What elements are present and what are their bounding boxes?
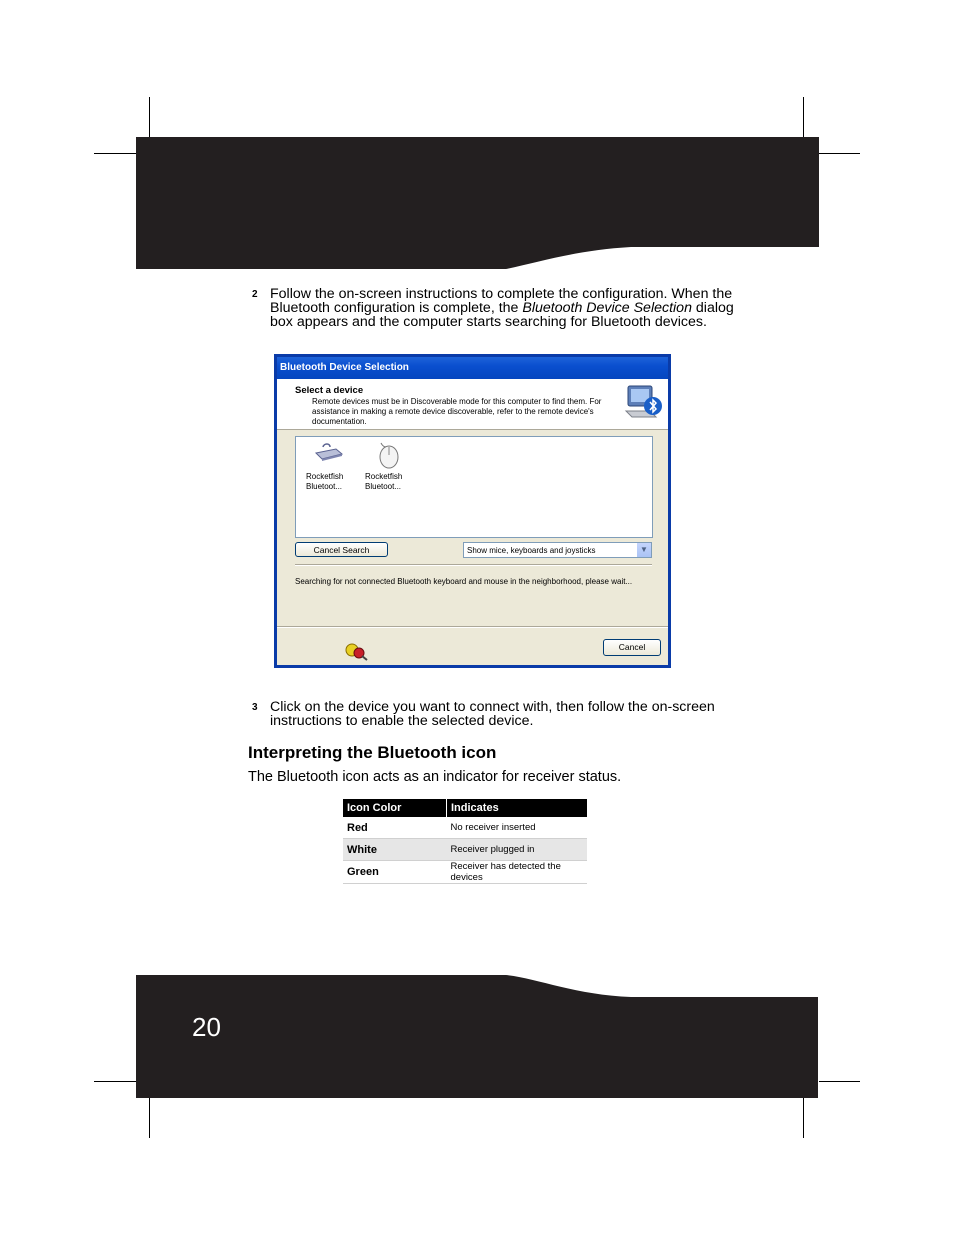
indicates-cell: No receiver inserted xyxy=(447,817,588,839)
column-header: Icon Color xyxy=(343,799,447,817)
divider xyxy=(277,626,668,628)
table-header-row xyxy=(343,799,587,817)
indicates-cell: Receiver plugged in xyxy=(447,839,588,861)
device-item[interactable]: Rocketfish Bluetoot... xyxy=(365,441,415,492)
section-lead: The Bluetooth icon acts as an indicator for receiver status. xyxy=(248,769,622,785)
header-band xyxy=(136,137,819,269)
table-row xyxy=(343,861,587,884)
table-row xyxy=(343,839,587,861)
step-text: Follow the on-screen instructions to complete the configuration. When the Bluetooth configuration is complete, the Bluetooth Device Selection dialog box appears and the computer starts searching for Bluetooth devices. xyxy=(270,286,734,330)
search-status-text: Searching for not connected Bluetooth keyboard and mouse in the neighborhood, please wait... xyxy=(295,577,633,586)
crop-mark xyxy=(149,1097,150,1138)
dialog-name-emphasis: Bluetooth Device Selection xyxy=(522,300,692,316)
step-text: Click on the device you want to connect with, then follow the on-screen instructions to enable the selected device. xyxy=(270,699,715,729)
step-number: 3 xyxy=(252,702,258,713)
page-number: 20 xyxy=(192,1012,221,1042)
crop-mark xyxy=(803,97,804,138)
icon-color-table xyxy=(343,799,587,884)
divider xyxy=(295,564,652,566)
crop-mark xyxy=(94,153,136,154)
cancel-button[interactable]: Cancel xyxy=(603,639,661,656)
icon-color-cell: White xyxy=(343,839,447,861)
crop-mark xyxy=(149,97,150,138)
column-header: Indicates xyxy=(447,799,588,817)
icon-color-cell: Red xyxy=(343,817,447,839)
device-filter-select[interactable]: Show mice, keyboards and joysticks ▼ xyxy=(463,542,652,558)
mouse-device-icon xyxy=(371,441,403,469)
keyboard-device-icon xyxy=(312,441,344,469)
icon-color-cell: Green xyxy=(343,861,447,884)
table-row xyxy=(343,817,587,839)
section-heading: Interpreting the Bluetooth icon xyxy=(248,743,497,762)
step-number: 2 xyxy=(252,289,258,300)
cancel-search-button[interactable]: Cancel Search xyxy=(295,542,388,557)
dialog-heading: Select a device xyxy=(295,385,364,396)
crop-mark xyxy=(94,1081,136,1082)
device-item[interactable]: Rocketfish Bluetoot... xyxy=(306,441,356,492)
footer-band xyxy=(136,975,819,1098)
crop-mark xyxy=(819,1081,860,1082)
indicates-cell: Receiver has detected the devices xyxy=(447,861,588,884)
dialog-title-bar: Bluetooth Device Selection xyxy=(277,357,668,379)
crop-mark xyxy=(803,1097,804,1138)
dialog-instructions: Remote devices must be in Discoverable mode for this computer to find them. For assistance in making a remote device discoverable, refer to the remote device's documentation. xyxy=(312,397,602,426)
dialog-body xyxy=(277,379,668,665)
dialog-header xyxy=(277,379,668,430)
bluetooth-computer-icon xyxy=(622,381,664,423)
crop-mark xyxy=(819,153,860,154)
chevron-down-icon[interactable]: ▼ xyxy=(637,543,651,557)
search-progress-icon xyxy=(343,641,369,661)
bluetooth-device-selection-dialog xyxy=(274,354,671,668)
device-list[interactable] xyxy=(295,436,653,538)
